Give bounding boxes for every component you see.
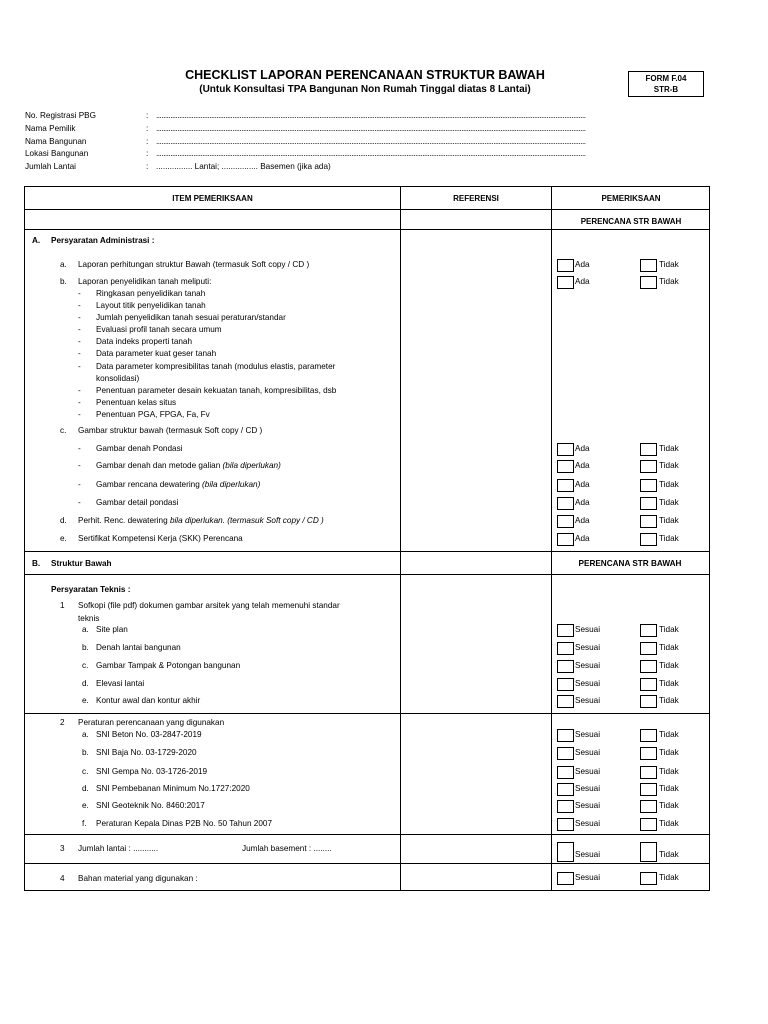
- checkbox-tidak[interactable]: [640, 642, 657, 655]
- column-divider: [400, 187, 401, 890]
- checkbox-ada[interactable]: [557, 497, 574, 510]
- item-marker: a.: [82, 625, 89, 634]
- checkbox-label: Tidak: [659, 461, 679, 470]
- item-marker: b.: [82, 748, 89, 757]
- field-label: Nama Pemilik: [25, 124, 76, 133]
- item-peraturan: Peraturan perencanaan yang digunakan: [78, 718, 225, 727]
- checkbox-tidak[interactable]: [640, 800, 657, 813]
- checkbox-label: Tidak: [659, 696, 679, 705]
- item-marker: e.: [82, 696, 89, 705]
- list-item: Layout titik penyelidikan tanah: [96, 301, 206, 310]
- checkbox-tidak[interactable]: [640, 276, 657, 289]
- item-laporan-perhitungan: Laporan perhitungan struktur Bawah (termasuk Soft copy / CD ): [78, 260, 310, 269]
- item-jumlah-basement[interactable]: Jumlah basement : ........: [242, 844, 332, 853]
- item-number: 4: [60, 874, 65, 883]
- item-marker: d.: [60, 516, 67, 525]
- dash: -: [78, 289, 81, 298]
- list-item: Kontur awal dan kontur akhir: [96, 696, 201, 705]
- field-dots[interactable]: ..................................................................................................................................................................................................................................................: [156, 111, 586, 120]
- checkbox-label: Tidak: [659, 767, 679, 776]
- dash: -: [78, 398, 81, 407]
- checkbox-tidak[interactable]: [640, 747, 657, 760]
- dash: -: [78, 480, 81, 489]
- row-divider: [25, 713, 709, 714]
- list-item: Gambar Tampak & Potongan bangunan: [96, 661, 241, 670]
- checkbox-label: Sesuai: [575, 801, 601, 810]
- checkbox-sesuai[interactable]: [557, 872, 574, 885]
- dash: -: [78, 325, 81, 334]
- item-bahan-material[interactable]: Bahan material yang digunakan :: [78, 874, 198, 883]
- list-item: Penentuan PGA, FPGA, Fa, Fv: [96, 410, 210, 419]
- row-divider: [25, 229, 709, 230]
- checkbox-label: Sesuai: [575, 625, 601, 634]
- checkbox-tidak[interactable]: [640, 783, 657, 796]
- checkbox-label: Tidak: [659, 625, 679, 634]
- field-label: Jumlah Lantai: [25, 162, 76, 171]
- list-item: SNI Geoteknik No. 8460:2017: [96, 801, 205, 810]
- checkbox-label: Sesuai: [575, 767, 601, 776]
- checkbox-label: Tidak: [659, 730, 679, 739]
- dash: -: [78, 349, 81, 358]
- list-item: Data parameter kompresibilitas tanah (modulus elastis, parameter: [96, 362, 336, 371]
- list-item: Jumlah penyelidikan tanah sesuai peraturan/standar: [96, 313, 286, 322]
- checkbox-label: Sesuai: [575, 643, 601, 652]
- item-number: 3: [60, 844, 65, 853]
- checkbox-tidak[interactable]: [640, 842, 657, 862]
- list-item: Data indeks properti tanah: [96, 337, 193, 346]
- checkbox-label: Tidak: [659, 679, 679, 688]
- document-subtitle: (Untuk Konsultasi TPA Bangunan Non Rumah Tinggal diatas 8 Lantai): [199, 84, 531, 95]
- checkbox-sesuai[interactable]: [557, 642, 574, 655]
- checkbox-label: Tidak: [659, 498, 679, 507]
- checkbox-tidak[interactable]: [640, 729, 657, 742]
- field-colon: :: [146, 137, 149, 146]
- checkbox-label: Tidak: [659, 277, 679, 286]
- checkbox-label: Tidak: [659, 661, 679, 670]
- field-colon: :: [146, 124, 149, 133]
- checkbox-tidak[interactable]: [640, 624, 657, 637]
- checkbox-label: Sesuai: [575, 819, 601, 828]
- checkbox-tidak[interactable]: [640, 533, 657, 546]
- checkbox-label: Sesuai: [575, 679, 601, 688]
- list-item: Elevasi lantai: [96, 679, 145, 688]
- field-value[interactable]: ................ Lantai; ................ Basemen (jika ada): [156, 162, 331, 171]
- checkbox-tidak[interactable]: [640, 443, 657, 456]
- checkbox-sesuai[interactable]: [557, 766, 574, 779]
- checkbox-label: Sesuai: [575, 661, 601, 670]
- checkbox-label: Tidak: [659, 850, 679, 859]
- list-item: SNI Beton No. 03-2847-2019: [96, 730, 202, 739]
- checkbox-tidak[interactable]: [640, 818, 657, 831]
- field-colon: :: [146, 111, 149, 120]
- field-label: Nama Bangunan: [25, 137, 87, 146]
- item-jumlah-lantai[interactable]: Jumlah lantai : ...........: [78, 844, 159, 853]
- column-header-referensi: REFERENSI: [453, 194, 499, 203]
- checkbox-sesuai[interactable]: [557, 729, 574, 742]
- item-gambar-struktur: Gambar struktur bawah (termasuk Soft copy / CD ): [78, 426, 263, 435]
- checkbox-label: Ada: [575, 534, 590, 543]
- list-item: Penentuan kelas situs: [96, 398, 177, 407]
- checkbox-label: Tidak: [659, 260, 679, 269]
- field-dots[interactable]: ..................................................................................................................................................................................................................................................: [156, 137, 586, 146]
- dash: -: [78, 313, 81, 322]
- checkbox-tidak[interactable]: [640, 479, 657, 492]
- checkbox-ada[interactable]: [557, 515, 574, 528]
- dash: -: [78, 301, 81, 310]
- column-header-pemeriksaan: PEMERIKSAAN: [601, 194, 661, 203]
- checkbox-label: Tidak: [659, 480, 679, 489]
- item-marker: a.: [82, 730, 89, 739]
- checkbox-tidak[interactable]: [640, 497, 657, 510]
- checkbox-label: Ada: [575, 444, 590, 453]
- row-divider: [25, 863, 709, 864]
- field-label: No. Registrasi PBG: [25, 111, 96, 120]
- checkbox-label: Ada: [575, 277, 590, 286]
- list-item: Gambar detail pondasi: [96, 498, 179, 507]
- checkbox-ada[interactable]: [557, 259, 574, 272]
- checkbox-label: Ada: [575, 516, 590, 525]
- section-a-marker: A.: [32, 236, 41, 245]
- item-sertifikat-skk: Sertifikat Kompetensi Kerja (SKK) Perencana: [78, 534, 243, 543]
- checkbox-tidak[interactable]: [640, 660, 657, 673]
- checkbox-label: Sesuai: [575, 850, 601, 859]
- column-divider: [551, 187, 552, 890]
- checkbox-ada[interactable]: [557, 533, 574, 546]
- dash: -: [78, 386, 81, 395]
- checkbox-tidak[interactable]: [640, 460, 657, 473]
- checkbox-sesuai[interactable]: [557, 747, 574, 760]
- list-item: Ringkasan penyelidikan tanah: [96, 289, 206, 298]
- form-type: STR-B: [653, 85, 679, 94]
- persyaratan-teknis-title: Persyaratan Teknis :: [51, 585, 131, 594]
- list-item: Gambar denah Pondasi: [96, 444, 183, 453]
- list-item: Penentuan parameter desain kekuatan tanah, kompresibilitas, dsb: [96, 386, 337, 395]
- row-divider: [25, 209, 709, 210]
- checkbox-label: Sesuai: [575, 784, 601, 793]
- row-divider: [25, 551, 709, 552]
- dash: -: [78, 362, 81, 371]
- dash: -: [78, 444, 81, 453]
- checkbox-label: Tidak: [659, 643, 679, 652]
- list-item: Denah lantai bangunan: [96, 643, 181, 652]
- column-header-item: ITEM PEMERIKSAAN: [172, 194, 253, 203]
- row-divider: [25, 574, 709, 575]
- list-item: SNI Pembebanan Minimum No.1727:2020: [96, 784, 250, 793]
- checkbox-ada[interactable]: [557, 479, 574, 492]
- dash: -: [78, 498, 81, 507]
- item-laporan-penyelidikan: Laporan penyelidikan tanah meliputi:: [78, 277, 212, 286]
- section-b-marker: B.: [32, 559, 41, 568]
- form-number: FORM F.04: [645, 74, 687, 83]
- checkbox-ada[interactable]: [557, 460, 574, 473]
- field-colon: :: [146, 149, 149, 158]
- list-item: Peraturan Kepala Dinas P2B No. 50 Tahun 2007: [96, 819, 273, 828]
- checkbox-label: Ada: [575, 498, 590, 507]
- checkbox-sesuai[interactable]: [557, 624, 574, 637]
- list-item: Evaluasi profil tanah secara umum: [96, 325, 222, 334]
- item-number: 2: [60, 718, 65, 727]
- checkbox-label: Ada: [575, 480, 590, 489]
- checkbox-label: Tidak: [659, 444, 679, 453]
- item-marker: d.: [82, 784, 89, 793]
- item-marker: c.: [82, 661, 89, 670]
- checkbox-label: Sesuai: [575, 748, 601, 757]
- checkbox-tidak[interactable]: [640, 766, 657, 779]
- checkbox-label: Tidak: [659, 819, 679, 828]
- checkbox-ada[interactable]: [557, 276, 574, 289]
- checkbox-sesuai[interactable]: [557, 695, 574, 708]
- subheader-perencana: PERENCANA STR BAWAH: [580, 217, 682, 226]
- checkbox-label: Tidak: [659, 801, 679, 810]
- field-colon: :: [146, 162, 149, 171]
- item-marker: c.: [60, 426, 67, 435]
- item-marker: b.: [60, 277, 67, 286]
- checkbox-label: Tidak: [659, 516, 679, 525]
- document-title: CHECKLIST LAPORAN PERENCANAAN STRUKTUR BAWAH: [185, 68, 545, 82]
- field-label: Lokasi Bangunan: [25, 149, 89, 158]
- checkbox-ada[interactable]: [557, 443, 574, 456]
- dash: -: [78, 410, 81, 419]
- checkbox-label: Ada: [575, 260, 590, 269]
- subheader-perencana: PERENCANA STR BAWAH: [578, 559, 682, 568]
- checkbox-tidak[interactable]: [640, 872, 657, 885]
- checkbox-sesuai[interactable]: [557, 660, 574, 673]
- checkbox-label: Sesuai: [575, 873, 601, 882]
- checkbox-label: Tidak: [659, 748, 679, 757]
- checkbox-sesuai[interactable]: [557, 818, 574, 831]
- item-marker: a.: [60, 260, 67, 269]
- item-marker: e.: [82, 801, 89, 810]
- item-marker: f.: [82, 819, 87, 828]
- checkbox-label: Ada: [575, 461, 590, 470]
- checkbox-tidak[interactable]: [640, 678, 657, 691]
- dash: -: [78, 461, 81, 470]
- list-item: SNI Gempa No. 03-1726-2019: [96, 767, 208, 776]
- checkbox-label: Sesuai: [575, 730, 601, 739]
- item-marker: b.: [82, 643, 89, 652]
- checkbox-label: Tidak: [659, 534, 679, 543]
- checkbox-tidak[interactable]: [640, 515, 657, 528]
- checkbox-sesuai[interactable]: [557, 678, 574, 691]
- list-item: Data parameter kuat geser tanah: [96, 349, 217, 358]
- list-item: SNI Baja No. 03-1729-2020: [96, 748, 197, 757]
- checkbox-sesuai[interactable]: [557, 783, 574, 796]
- checkbox-sesuai[interactable]: [557, 842, 574, 862]
- checkbox-label: Tidak: [659, 784, 679, 793]
- checkbox-sesuai[interactable]: [557, 800, 574, 813]
- list-item: Site plan: [96, 625, 128, 634]
- row-divider: [25, 834, 709, 835]
- list-item: Gambar denah dan metode galian (bila diperlukan): [96, 461, 281, 470]
- item-marker: d.: [82, 679, 89, 688]
- list-item-continued: konsolidasi): [96, 374, 140, 383]
- item-marker: c.: [82, 767, 89, 776]
- item-marker: e.: [60, 534, 67, 543]
- checkbox-tidak[interactable]: [640, 259, 657, 272]
- checkbox-tidak[interactable]: [640, 695, 657, 708]
- dash: -: [78, 337, 81, 346]
- form-code-box: [628, 71, 704, 97]
- section-b-title: Struktur Bawah: [51, 559, 112, 568]
- checkbox-label: Sesuai: [575, 696, 601, 705]
- section-a-title: Persyaratan Administrasi :: [51, 236, 155, 245]
- item-sofkopi: Sofkopi (file pdf) dokumen gambar arsitek yang telah memenuhi standar: [78, 601, 340, 610]
- field-dots[interactable]: ..................................................................................................................................................................................................................................................: [156, 124, 586, 133]
- list-item: Gambar rencana dewatering (bila diperlukan): [96, 480, 261, 489]
- checkbox-label: Tidak: [659, 873, 679, 882]
- field-dots[interactable]: ..................................................................................................................................................................................................................................................: [156, 149, 586, 158]
- item-perhit-dewatering: Perhit. Renc. dewatering bila diperlukan. (termasuk Soft copy / CD ): [78, 516, 324, 525]
- item-number: 1: [60, 601, 65, 610]
- item-sofkopi-continued: teknis: [78, 614, 100, 623]
